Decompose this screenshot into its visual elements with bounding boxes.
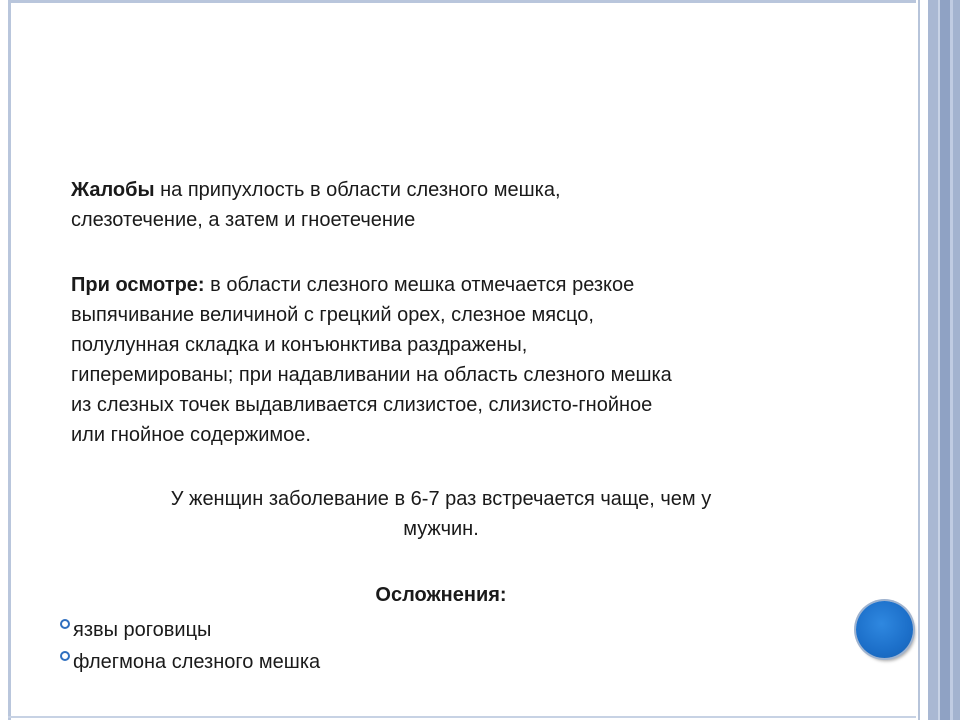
frame-top-line <box>8 0 920 3</box>
right-decorative-stripes <box>916 0 960 720</box>
examination-line: или гнойное содержимое. <box>71 424 311 446</box>
examination-line: выпячивание величиной с грецкий орех, слезное мясцо, <box>71 304 594 326</box>
list-item-label: флегмона слезного мешка <box>73 651 321 673</box>
circle-bullet-icon <box>60 651 70 661</box>
examination-text: в области слезного мешка отмечается резкое <box>204 274 635 296</box>
frame-bottom-line <box>8 716 920 718</box>
examination-line: гиперемированы; при надавливании на область слезного мешка <box>71 364 672 386</box>
list-item <box>60 647 320 677</box>
list-item <box>60 615 211 645</box>
examination-line: полулунная складка и конъюнктива раздражены, <box>71 334 528 356</box>
blue-circle-decoration <box>856 601 913 658</box>
prevalence-line1: У женщин заболевание в 6-7 раз встречается чаще, чем у <box>170 488 712 510</box>
complaints-text-line2: слезотечение, а затем и гноетечение <box>71 209 416 231</box>
circle-bullet-icon <box>60 619 70 629</box>
prevalence-line2: мужчин. <box>403 518 479 540</box>
prevalence-statement <box>71 484 811 544</box>
complications-title: Осложнения: <box>375 584 507 606</box>
examination-label: При осмотре: <box>71 274 205 296</box>
complaints-text: на припухлость в области слезного мешка, <box>154 179 561 201</box>
examination-paragraph <box>71 270 811 450</box>
complaints-label: Жалобы <box>71 179 155 201</box>
complaints-paragraph <box>71 175 811 235</box>
examination-line: из слезных точек выдавливается слизистое, слизисто-гнойное <box>71 394 653 416</box>
list-item-label: язвы роговицы <box>73 619 212 641</box>
frame-left-line <box>8 0 11 720</box>
